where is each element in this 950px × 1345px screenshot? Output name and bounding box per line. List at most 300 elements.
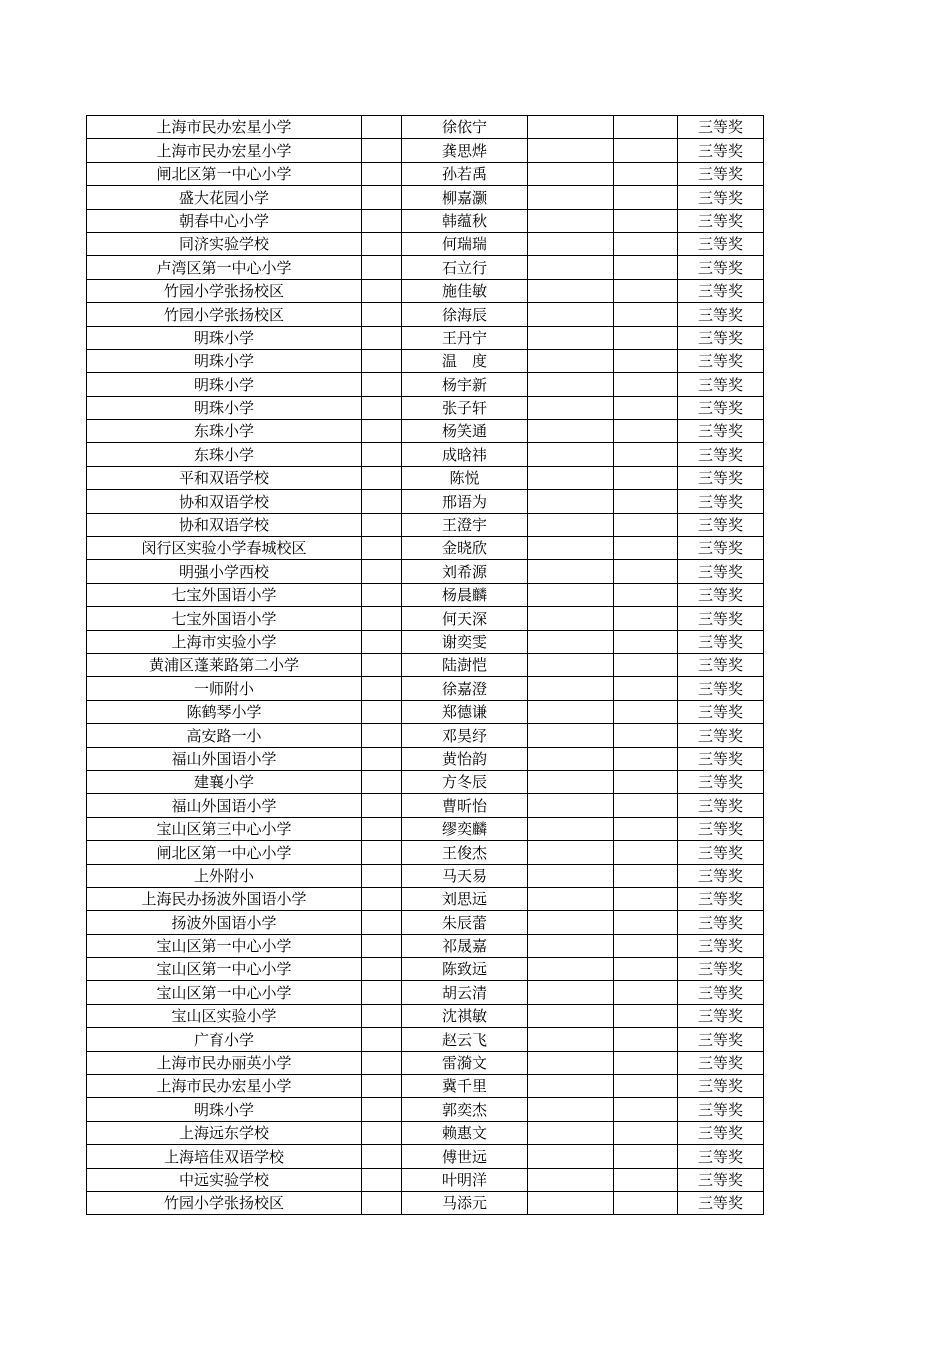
- blank-cell: [614, 513, 678, 536]
- school-cell: 上海市实验小学: [87, 630, 362, 653]
- table-row: [87, 724, 764, 747]
- award-cell: 三等奖: [678, 443, 764, 466]
- table-row: [87, 700, 764, 723]
- table-row: [87, 653, 764, 676]
- blank-cell: [614, 490, 678, 513]
- school-cell: 上海培佳双语学校: [87, 1145, 362, 1168]
- table-row: [87, 443, 764, 466]
- award-cell: 三等奖: [678, 1121, 764, 1144]
- table-row: [87, 279, 764, 302]
- award-cell: 三等奖: [678, 537, 764, 560]
- student-name-cell: 龚思烨: [402, 139, 528, 162]
- award-cell: 三等奖: [678, 1098, 764, 1121]
- school-cell: 黄浦区蓬莱路第二小学: [87, 653, 362, 676]
- blank-cell: [614, 981, 678, 1004]
- student-name-cell: 王澄宇: [402, 513, 528, 536]
- award-cell: 三等奖: [678, 630, 764, 653]
- blank-cell: [528, 770, 614, 793]
- blank-cell: [362, 724, 402, 747]
- blank-cell: [362, 256, 402, 279]
- blank-cell: [614, 1121, 678, 1144]
- table-row: [87, 583, 764, 606]
- school-cell: 协和双语学校: [87, 513, 362, 536]
- blank-cell: [614, 1075, 678, 1098]
- table-row: [87, 232, 764, 255]
- award-cell: 三等奖: [678, 513, 764, 536]
- student-name-cell: 刘希源: [402, 560, 528, 583]
- blank-cell: [362, 537, 402, 560]
- award-cell: 三等奖: [678, 186, 764, 209]
- table-row: [87, 373, 764, 396]
- award-cell: 三等奖: [678, 349, 764, 372]
- table-row: [87, 513, 764, 536]
- blank-cell: [528, 724, 614, 747]
- table-row: [87, 794, 764, 817]
- student-name-cell: 祁晟嘉: [402, 934, 528, 957]
- blank-cell: [614, 1028, 678, 1051]
- blank-cell: [362, 630, 402, 653]
- blank-cell: [614, 139, 678, 162]
- student-name-cell: 马天易: [402, 864, 528, 887]
- table-row: [87, 934, 764, 957]
- school-cell: 建襄小学: [87, 770, 362, 793]
- student-name-cell: 徐嘉澄: [402, 677, 528, 700]
- award-cell: 三等奖: [678, 490, 764, 513]
- award-cell: 三等奖: [678, 1191, 764, 1214]
- blank-cell: [614, 560, 678, 583]
- student-name-cell: 金晓欣: [402, 537, 528, 560]
- blank-cell: [528, 607, 614, 630]
- blank-cell: [362, 162, 402, 185]
- school-cell: 明珠小学: [87, 1098, 362, 1121]
- school-cell: 福山外国语小学: [87, 747, 362, 770]
- table-row: [87, 466, 764, 489]
- award-cell: 三等奖: [678, 1051, 764, 1074]
- student-name-cell: 何天深: [402, 607, 528, 630]
- blank-cell: [362, 279, 402, 302]
- school-cell: 闸北区第一中心小学: [87, 841, 362, 864]
- table-row: [87, 864, 764, 887]
- table-row: [87, 1075, 764, 1098]
- student-name-cell: 王丹宁: [402, 326, 528, 349]
- award-cell: 三等奖: [678, 1028, 764, 1051]
- table-row: [87, 1051, 764, 1074]
- blank-cell: [362, 934, 402, 957]
- blank-cell: [362, 677, 402, 700]
- table-row: [87, 116, 764, 139]
- school-cell: 明珠小学: [87, 349, 362, 372]
- student-name-cell: 刘思远: [402, 887, 528, 910]
- table-row: [87, 256, 764, 279]
- school-cell: 上海市民办宏星小学: [87, 116, 362, 139]
- student-name-cell: 缪奕麟: [402, 817, 528, 840]
- school-cell: 福山外国语小学: [87, 794, 362, 817]
- blank-cell: [528, 1191, 614, 1214]
- school-cell: 朝春中心小学: [87, 209, 362, 232]
- school-cell: 同济实验学校: [87, 232, 362, 255]
- student-name-cell: 韩蕴秋: [402, 209, 528, 232]
- blank-cell: [362, 653, 402, 676]
- blank-cell: [362, 770, 402, 793]
- blank-cell: [614, 373, 678, 396]
- student-name-cell: 徐依宁: [402, 116, 528, 139]
- blank-cell: [362, 396, 402, 419]
- blank-cell: [614, 911, 678, 934]
- blank-cell: [362, 513, 402, 536]
- award-cell: 三等奖: [678, 911, 764, 934]
- blank-cell: [528, 162, 614, 185]
- blank-cell: [528, 490, 614, 513]
- blank-cell: [528, 817, 614, 840]
- award-cell: 三等奖: [678, 232, 764, 255]
- blank-cell: [362, 1168, 402, 1191]
- award-cell: 三等奖: [678, 747, 764, 770]
- blank-cell: [614, 630, 678, 653]
- award-cell: 三等奖: [678, 139, 764, 162]
- blank-cell: [528, 981, 614, 1004]
- blank-cell: [528, 139, 614, 162]
- award-list-body: [87, 116, 764, 1215]
- school-cell: 竹园小学张扬校区: [87, 303, 362, 326]
- student-name-cell: 傅世远: [402, 1145, 528, 1168]
- student-name-cell: 何瑞瑞: [402, 232, 528, 255]
- blank-cell: [614, 116, 678, 139]
- blank-cell: [362, 700, 402, 723]
- award-cell: 三等奖: [678, 1145, 764, 1168]
- table-row: [87, 1028, 764, 1051]
- blank-cell: [528, 326, 614, 349]
- table-row: [87, 209, 764, 232]
- table-row: [87, 420, 764, 443]
- school-cell: 上外附小: [87, 864, 362, 887]
- table-row: [87, 1191, 764, 1214]
- blank-cell: [362, 466, 402, 489]
- table-row: [87, 1004, 764, 1027]
- student-name-cell: 沈祺敏: [402, 1004, 528, 1027]
- student-name-cell: 马添元: [402, 1191, 528, 1214]
- table-row: [87, 887, 764, 910]
- blank-cell: [528, 396, 614, 419]
- award-cell: 三等奖: [678, 326, 764, 349]
- blank-cell: [362, 1051, 402, 1074]
- blank-cell: [614, 607, 678, 630]
- student-name-cell: 杨宇新: [402, 373, 528, 396]
- table-row: [87, 747, 764, 770]
- school-cell: 竹园小学张扬校区: [87, 279, 362, 302]
- blank-cell: [614, 420, 678, 443]
- student-name-cell: 施佳敏: [402, 279, 528, 302]
- student-name-cell: 陈悦: [402, 466, 528, 489]
- school-cell: 七宝外国语小学: [87, 607, 362, 630]
- table-row: [87, 607, 764, 630]
- student-name-cell: 温 度: [402, 349, 528, 372]
- blank-cell: [614, 887, 678, 910]
- blank-cell: [362, 232, 402, 255]
- award-cell: 三等奖: [678, 841, 764, 864]
- blank-cell: [614, 443, 678, 466]
- school-cell: 协和双语学校: [87, 490, 362, 513]
- table-row: [87, 303, 764, 326]
- student-name-cell: 石立行: [402, 256, 528, 279]
- blank-cell: [528, 958, 614, 981]
- table-row: [87, 841, 764, 864]
- student-name-cell: 杨笑通: [402, 420, 528, 443]
- blank-cell: [614, 303, 678, 326]
- school-cell: 上海远东学校: [87, 1121, 362, 1144]
- student-name-cell: 邓昊纾: [402, 724, 528, 747]
- school-cell: 宝山区第一中心小学: [87, 958, 362, 981]
- school-cell: 上海市民办宏星小学: [87, 1075, 362, 1098]
- blank-cell: [528, 700, 614, 723]
- award-cell: 三等奖: [678, 1168, 764, 1191]
- blank-cell: [528, 560, 614, 583]
- blank-cell: [528, 1051, 614, 1074]
- award-cell: 三等奖: [678, 1004, 764, 1027]
- blank-cell: [362, 303, 402, 326]
- blank-cell: [362, 1075, 402, 1098]
- blank-cell: [528, 537, 614, 560]
- school-cell: 高安路一小: [87, 724, 362, 747]
- blank-cell: [362, 911, 402, 934]
- blank-cell: [528, 1145, 614, 1168]
- award-cell: 三等奖: [678, 583, 764, 606]
- blank-cell: [362, 747, 402, 770]
- blank-cell: [614, 817, 678, 840]
- student-name-cell: 曹昕怡: [402, 794, 528, 817]
- student-name-cell: 孙若禹: [402, 162, 528, 185]
- table-row: [87, 186, 764, 209]
- student-name-cell: 冀千里: [402, 1075, 528, 1098]
- blank-cell: [362, 443, 402, 466]
- school-cell: 闵行区实验小学春城校区: [87, 537, 362, 560]
- blank-cell: [528, 934, 614, 957]
- school-cell: 陈鹤琴小学: [87, 700, 362, 723]
- blank-cell: [362, 887, 402, 910]
- student-name-cell: 叶明洋: [402, 1168, 528, 1191]
- student-name-cell: 胡云清: [402, 981, 528, 1004]
- table-row: [87, 490, 764, 513]
- table-row: [87, 1098, 764, 1121]
- table-row: [87, 326, 764, 349]
- school-cell: 明强小学西校: [87, 560, 362, 583]
- table-row: [87, 677, 764, 700]
- blank-cell: [614, 841, 678, 864]
- award-cell: 三等奖: [678, 466, 764, 489]
- blank-cell: [614, 396, 678, 419]
- school-cell: 竹园小学张扬校区: [87, 1191, 362, 1214]
- school-cell: 闸北区第一中心小学: [87, 162, 362, 185]
- school-cell: 广育小学: [87, 1028, 362, 1051]
- school-cell: 上海民办扬波外国语小学: [87, 887, 362, 910]
- award-cell: 三等奖: [678, 396, 764, 419]
- blank-cell: [528, 747, 614, 770]
- award-cell: 三等奖: [678, 864, 764, 887]
- blank-cell: [614, 279, 678, 302]
- blank-cell: [614, 770, 678, 793]
- blank-cell: [614, 747, 678, 770]
- table-row: [87, 817, 764, 840]
- school-cell: 上海市民办宏星小学: [87, 139, 362, 162]
- table-row: [87, 981, 764, 1004]
- blank-cell: [362, 841, 402, 864]
- blank-cell: [614, 1168, 678, 1191]
- blank-cell: [528, 443, 614, 466]
- student-name-cell: 杨晨麟: [402, 583, 528, 606]
- blank-cell: [362, 349, 402, 372]
- student-name-cell: 方冬辰: [402, 770, 528, 793]
- award-cell: 三等奖: [678, 209, 764, 232]
- student-name-cell: 谢奕雯: [402, 630, 528, 653]
- student-name-cell: 王俊杰: [402, 841, 528, 864]
- blank-cell: [528, 232, 614, 255]
- school-cell: 平和双语学校: [87, 466, 362, 489]
- blank-cell: [528, 256, 614, 279]
- blank-cell: [528, 1168, 614, 1191]
- blank-cell: [528, 209, 614, 232]
- award-cell: 三等奖: [678, 794, 764, 817]
- blank-cell: [362, 326, 402, 349]
- blank-cell: [362, 864, 402, 887]
- blank-cell: [614, 653, 678, 676]
- blank-cell: [528, 420, 614, 443]
- award-cell: 三等奖: [678, 279, 764, 302]
- award-cell: 三等奖: [678, 958, 764, 981]
- award-cell: 三等奖: [678, 700, 764, 723]
- blank-cell: [528, 887, 614, 910]
- blank-cell: [362, 583, 402, 606]
- blank-cell: [614, 1191, 678, 1214]
- blank-cell: [528, 911, 614, 934]
- blank-cell: [362, 794, 402, 817]
- student-name-cell: 赵云飞: [402, 1028, 528, 1051]
- blank-cell: [528, 1004, 614, 1027]
- award-cell: 三等奖: [678, 653, 764, 676]
- blank-cell: [614, 864, 678, 887]
- school-cell: 东珠小学: [87, 443, 362, 466]
- table-row: [87, 560, 764, 583]
- blank-cell: [528, 1121, 614, 1144]
- student-name-cell: 雷漪文: [402, 1051, 528, 1074]
- table-row: [87, 958, 764, 981]
- award-cell: 三等奖: [678, 981, 764, 1004]
- table-row: [87, 396, 764, 419]
- blank-cell: [362, 139, 402, 162]
- table-row: [87, 139, 764, 162]
- student-name-cell: 邢语为: [402, 490, 528, 513]
- blank-cell: [528, 279, 614, 302]
- blank-cell: [528, 513, 614, 536]
- school-cell: 宝山区第三中心小学: [87, 817, 362, 840]
- award-cell: 三等奖: [678, 677, 764, 700]
- blank-cell: [362, 1121, 402, 1144]
- table-row: [87, 349, 764, 372]
- blank-cell: [362, 981, 402, 1004]
- blank-cell: [528, 1075, 614, 1098]
- table-row: [87, 1168, 764, 1191]
- table-row: [87, 630, 764, 653]
- award-cell: 三等奖: [678, 303, 764, 326]
- student-name-cell: 黄怡韵: [402, 747, 528, 770]
- blank-cell: [614, 466, 678, 489]
- student-name-cell: 郭奕杰: [402, 1098, 528, 1121]
- blank-cell: [362, 1028, 402, 1051]
- blank-cell: [362, 1145, 402, 1168]
- student-name-cell: 朱辰蕾: [402, 911, 528, 934]
- blank-cell: [614, 794, 678, 817]
- blank-cell: [614, 1098, 678, 1121]
- school-cell: 盛大花园小学: [87, 186, 362, 209]
- student-name-cell: 成晗祎: [402, 443, 528, 466]
- student-name-cell: 郑德谦: [402, 700, 528, 723]
- blank-cell: [362, 1098, 402, 1121]
- award-cell: 三等奖: [678, 116, 764, 139]
- award-cell: 三等奖: [678, 373, 764, 396]
- school-cell: 宝山区实验小学: [87, 1004, 362, 1027]
- award-cell: 三等奖: [678, 724, 764, 747]
- blank-cell: [528, 841, 614, 864]
- blank-cell: [528, 116, 614, 139]
- blank-cell: [528, 1098, 614, 1121]
- school-cell: 明珠小学: [87, 373, 362, 396]
- blank-cell: [528, 677, 614, 700]
- blank-cell: [362, 817, 402, 840]
- blank-cell: [614, 326, 678, 349]
- award-cell: 三等奖: [678, 420, 764, 443]
- blank-cell: [528, 630, 614, 653]
- blank-cell: [614, 583, 678, 606]
- school-cell: 一师附小: [87, 677, 362, 700]
- blank-cell: [362, 490, 402, 513]
- award-cell: 三等奖: [678, 162, 764, 185]
- blank-cell: [614, 232, 678, 255]
- award-cell: 三等奖: [678, 1075, 764, 1098]
- school-cell: 明珠小学: [87, 396, 362, 419]
- blank-cell: [614, 700, 678, 723]
- blank-cell: [362, 186, 402, 209]
- table-row: [87, 1121, 764, 1144]
- award-cell: 三等奖: [678, 817, 764, 840]
- blank-cell: [614, 724, 678, 747]
- school-cell: 扬波外国语小学: [87, 911, 362, 934]
- award-cell: 三等奖: [678, 770, 764, 793]
- blank-cell: [614, 958, 678, 981]
- table-row: [87, 1145, 764, 1168]
- school-cell: 七宝外国语小学: [87, 583, 362, 606]
- school-cell: 宝山区第一中心小学: [87, 934, 362, 957]
- award-cell: 三等奖: [678, 934, 764, 957]
- table-row: [87, 911, 764, 934]
- table-row: [87, 770, 764, 793]
- blank-cell: [614, 162, 678, 185]
- blank-cell: [528, 653, 614, 676]
- school-cell: 宝山区第一中心小学: [87, 981, 362, 1004]
- student-name-cell: 柳嘉灏: [402, 186, 528, 209]
- student-name-cell: 徐海辰: [402, 303, 528, 326]
- student-name-cell: 陈致远: [402, 958, 528, 981]
- blank-cell: [362, 373, 402, 396]
- award-list-table: [86, 115, 764, 1215]
- blank-cell: [614, 1145, 678, 1168]
- blank-cell: [362, 209, 402, 232]
- school-cell: 东珠小学: [87, 420, 362, 443]
- blank-cell: [614, 934, 678, 957]
- award-cell: 三等奖: [678, 256, 764, 279]
- blank-cell: [614, 537, 678, 560]
- blank-cell: [528, 303, 614, 326]
- blank-cell: [528, 1028, 614, 1051]
- table-row: [87, 162, 764, 185]
- award-cell: 三等奖: [678, 560, 764, 583]
